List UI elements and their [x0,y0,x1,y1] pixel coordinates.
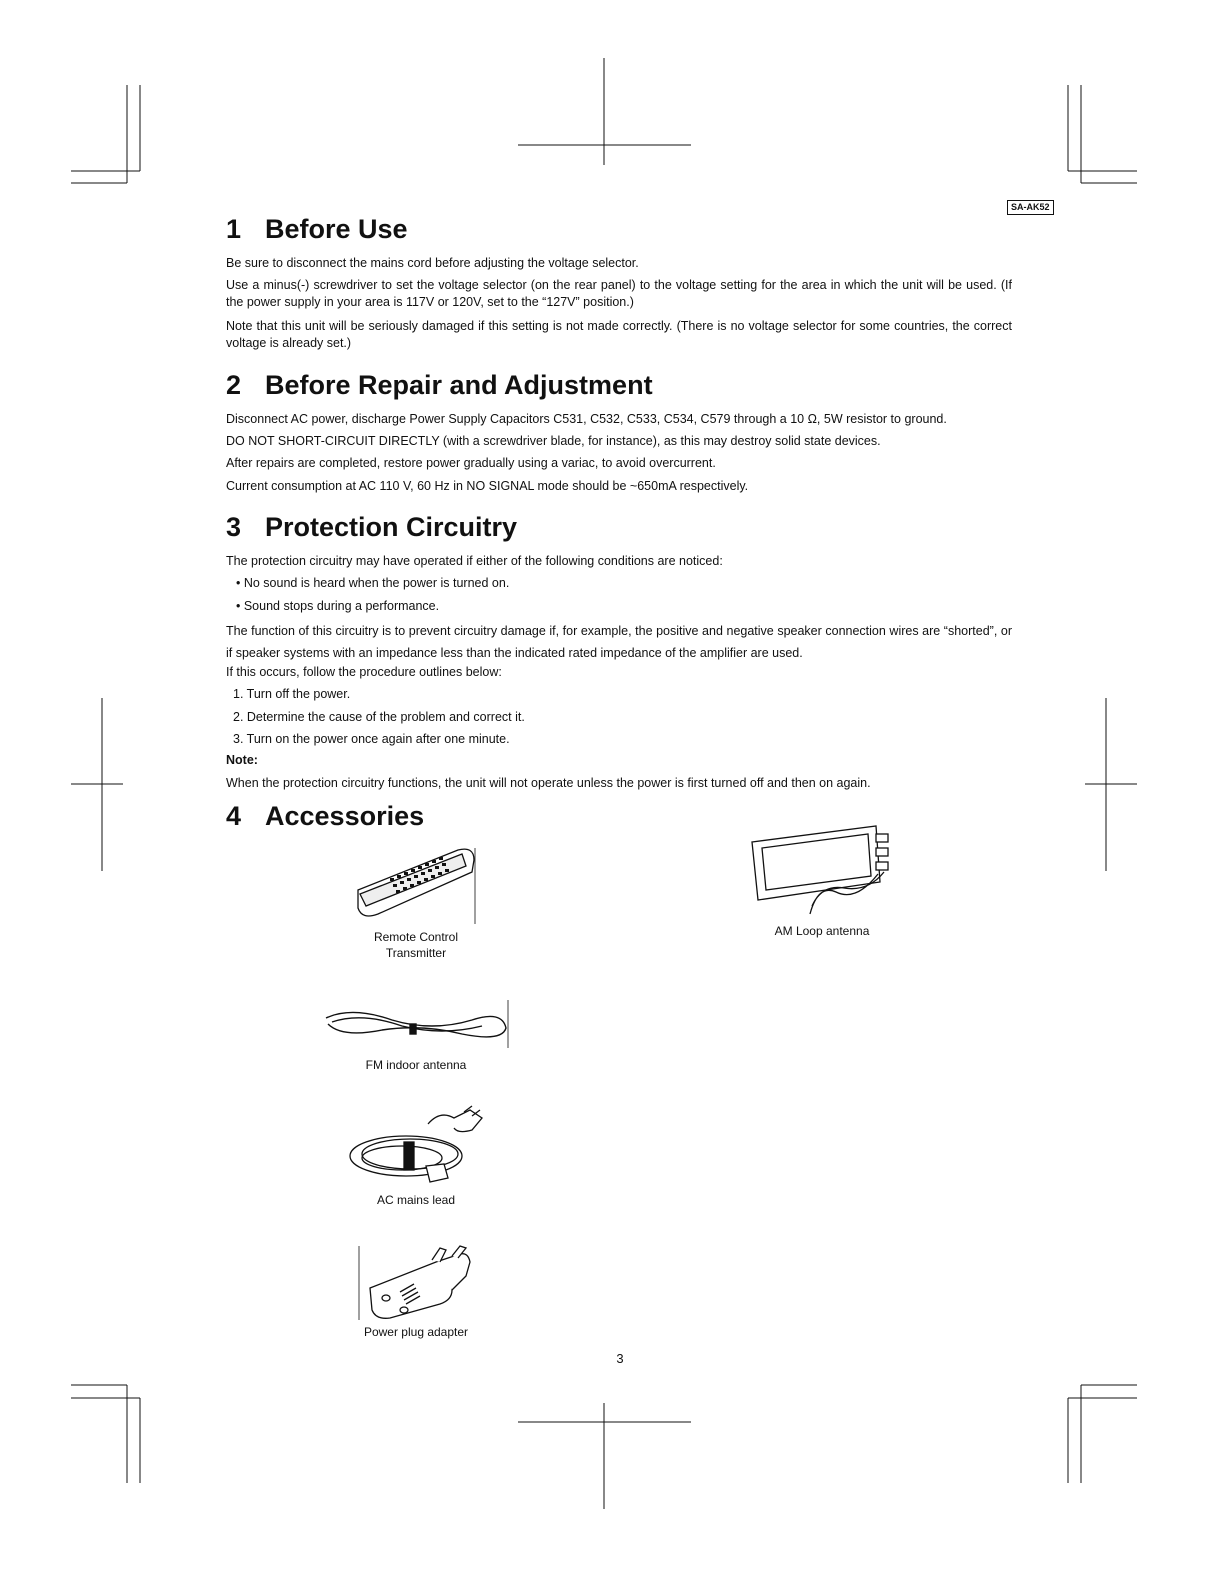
list-item: • No sound is heard when the power is turned on. [236,576,510,590]
section-title: Before Use [265,214,408,244]
section-2-heading [226,369,653,401]
am-loop-antenna-icon [748,822,896,920]
note-label: Note: [226,753,258,767]
list-item: 3. Turn on the power once again after one minute. [233,732,510,746]
list-item: 2. Determine the cause of the problem and correct it. [233,710,525,724]
section-number: 3 [226,512,242,542]
paragraph: Note that this unit will be seriously damaged if this setting is not made correctly. (There is no voltage selector for some countries, the correct voltage is already set.) [226,319,1012,350]
section-number: 4 [226,801,242,831]
plug-adapter-icon [356,1244,476,1324]
caption: Remote Control Transmitter [373,930,459,960]
paragraph: If this occurs, follow the procedure outlines below: [226,665,502,679]
paragraph: Be sure to disconnect the mains cord before adjusting the voltage selector. [226,256,639,270]
caption: AC mains lead [376,1193,456,1207]
paragraph: Use a minus(-) screwdriver to set the voltage selector (on the rear panel) to the voltage setting for the area in which the unit will be used. (If the power supply in your area is 117V or 120V, set to the “127V” position.) [226,278,1012,309]
section-number: 1 [226,214,242,244]
remote-control-icon [350,842,480,927]
paragraph: Disconnect AC power, discharge Power Supply Capacitors C531, C532, C533, C534, C579 through a 10 Ω, 5W resistor to ground. [226,412,947,426]
section-title: Before Repair and Adjustment [265,370,653,400]
paragraph: The function of this circuitry is to prevent circuitry damage if, for example, the positive and negative speaker connection wires are “shorted”, or if speaker systems with an impedance less than the indicated rated impedance of the amplifier are used. [226,624,1012,660]
section-title: Accessories [265,801,425,831]
section-4-heading [226,800,424,832]
list-item: • Sound stops during a performance. [236,599,440,613]
section-title: Protection Circuitry [265,512,518,542]
ac-lead-icon [344,1104,488,1186]
section-1-heading [226,213,408,245]
caption: FM indoor antenna [365,1058,467,1072]
paragraph: Current consumption at AC 110 V, 60 Hz in NO SIGNAL mode should be ~650mA respectively. [226,479,749,493]
list-item: 1. Turn off the power. [233,687,351,701]
caption: Power plug adapter [363,1325,469,1339]
fm-antenna-icon [322,998,512,1050]
model-tag: SA-AK52 [1007,200,1054,215]
page-number: 3 [616,1351,624,1366]
paragraph: After repairs are completed, restore power gradually using a variac, to avoid overcurrent. [226,456,716,470]
paragraph: When the protection circuitry functions, the unit will not operate unless the power is first turned off and then on again. [226,776,871,790]
caption: AM Loop antenna [774,924,870,938]
section-number: 2 [226,370,242,400]
section-3-heading [226,511,517,543]
paragraph: DO NOT SHORT-CIRCUIT DIRECTLY (with a screwdriver blade, for instance), as this may destroy solid state devices. [226,434,881,448]
paragraph: The protection circuitry may have operated if either of the following conditions are noticed: [226,554,723,568]
